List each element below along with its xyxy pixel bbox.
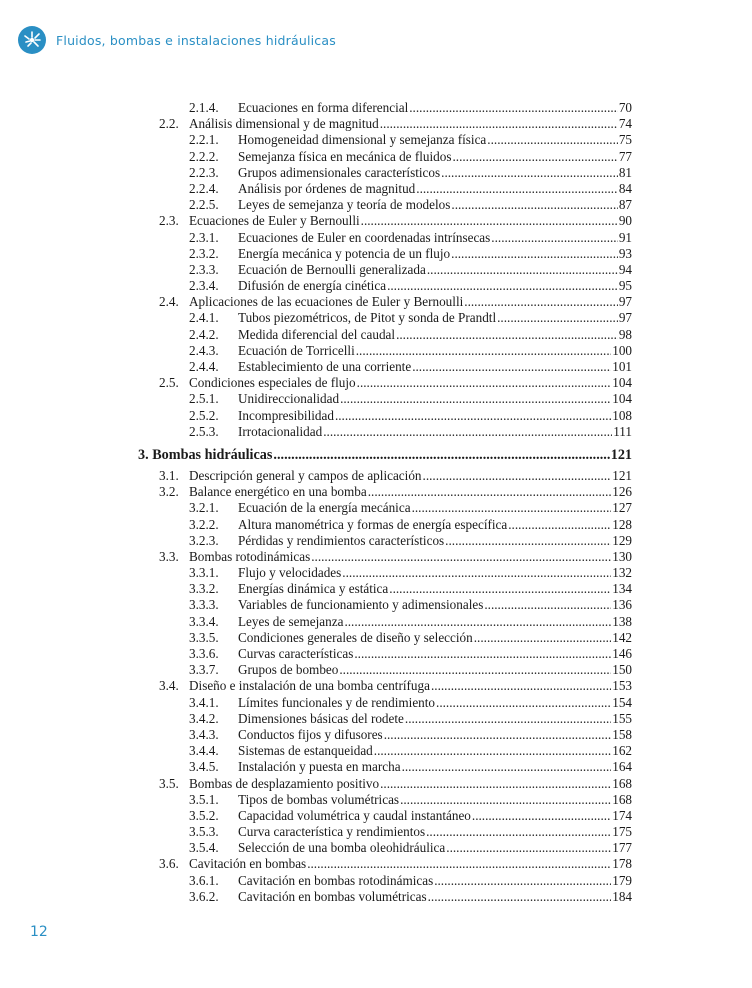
toc-entry-title: Descripción general y campos de aplicación [189, 467, 422, 483]
toc-entry-page: 130 [612, 548, 632, 564]
toc-entry-number: 3.3.5. [189, 629, 219, 645]
toc-entry-number: 2.2.3. [189, 164, 219, 180]
dot-leader [428, 889, 612, 905]
dot-leader [464, 294, 618, 310]
toc-entry-page: 100 [612, 342, 632, 358]
toc-entry-number: 3.3. [159, 548, 179, 564]
dot-leader [387, 278, 618, 294]
toc-entry [138, 444, 632, 466]
toc-subsection-entry [138, 727, 632, 743]
toc-entry-title: Homogeneidad dimensional y semejanza física [238, 132, 487, 148]
dot-leader [446, 840, 611, 856]
toc-subsection-entry [138, 630, 632, 646]
toc-subsection-entry [138, 646, 632, 662]
toc-entry-page: 136 [612, 597, 632, 613]
toc-entry-number: 2.3.4. [189, 278, 219, 294]
toc-entry [238, 278, 632, 294]
toc-entry-number: 3.3.6. [189, 646, 219, 661]
toc-entry-title: Conductos fijos y difusores [238, 726, 383, 742]
toc-entry-number: 2.5. [159, 375, 179, 391]
dot-leader [342, 565, 611, 581]
toc-entry-number: 3.3.3. [189, 597, 219, 613]
toc-entry-page: 70 [618, 100, 632, 115]
toc-entry [238, 246, 632, 262]
toc-entry-number: 2.1.4. [189, 100, 219, 115]
toc-section-entry [138, 116, 632, 132]
toc-entry-page: 87 [618, 197, 632, 213]
toc-entry-title: Dimensiones básicas del rodete [238, 710, 404, 726]
toc-entry-page: 91 [618, 229, 632, 245]
toc-subsection-entry [138, 343, 632, 359]
toc-entry-title: Cavitación en bombas [189, 856, 307, 872]
toc-subsection-entry [138, 889, 632, 905]
toc-entry-page: 162 [612, 743, 632, 759]
toc-subsection-entry [138, 310, 632, 326]
toc-entry [189, 213, 632, 229]
toc-entry [238, 840, 632, 856]
toc-entry-title: Aplicaciones de las ecuaciones de Euler y Bernoulli [189, 294, 464, 310]
toc-entry-number: 2.5.3. [189, 423, 219, 439]
toc-entry-number: 3.4.4. [189, 743, 219, 759]
toc-subsection-entry [138, 743, 632, 759]
toc-subsection-entry [138, 759, 632, 775]
toc-entry-number: 2.5.2. [189, 407, 219, 423]
publisher-logo-icon [18, 26, 46, 54]
toc-entry-title: Cavitación en bombas rotodinámicas [238, 872, 434, 888]
toc-entry-number: 3.3.1. [189, 565, 219, 581]
toc-entry-title: Selección de una bomba oleohidráulica [238, 840, 446, 856]
toc-subsection-entry [138, 695, 632, 711]
dot-leader [497, 310, 618, 326]
toc-entry [238, 565, 632, 581]
book-title: Fluidos, bombas e instalaciones hidráulicas [56, 32, 336, 48]
toc-subsection-entry [138, 408, 632, 424]
toc-subsection-entry [138, 197, 632, 213]
dot-leader [452, 149, 617, 165]
dot-leader [416, 181, 618, 197]
dot-leader [356, 343, 611, 359]
toc-entry-page: 95 [618, 278, 632, 294]
dot-leader [472, 808, 611, 824]
toc-entry-title: Curva característica y rendimientos [238, 824, 426, 840]
toc-subsection-entry [138, 246, 632, 262]
dot-leader [273, 444, 609, 466]
toc-entry-number: 3.2.2. [189, 516, 219, 532]
toc-entry-number: 3.2.1. [189, 500, 219, 516]
toc-entry-number: 3.5.4. [189, 840, 219, 856]
toc-entry-title: Energías dinámica y estática [238, 581, 389, 597]
toc-entry-title: Grupos adimensionales característicos [238, 164, 441, 180]
table-of-contents [138, 100, 632, 905]
dot-leader [339, 662, 611, 678]
dot-leader [431, 678, 611, 694]
toc-entry-title: Semejanza física en mecánica de fluidos [238, 148, 452, 164]
toc-subsection-entry [138, 165, 632, 181]
dot-leader [307, 856, 611, 872]
toc-entry-title: Variables de funcionamiento y adimensionales [238, 597, 484, 613]
dot-leader [508, 517, 611, 533]
toc-entry-page: 81 [618, 164, 632, 180]
toc-entry-number: 3.6. [159, 856, 179, 872]
dot-leader [445, 533, 611, 549]
toc-entry-number: 3.4. [159, 678, 179, 694]
toc-entry [238, 359, 632, 375]
toc-entry-page: 164 [612, 759, 632, 775]
toc-entry-page: 75 [618, 132, 632, 148]
dot-leader [451, 197, 617, 213]
toc-entry-number: 2.4. [159, 294, 179, 310]
toc-entry-page: 74 [618, 116, 632, 132]
toc-entry-page: 142 [612, 629, 632, 645]
toc-subsection-entry [138, 581, 632, 597]
toc-entry-page: 127 [612, 500, 632, 516]
toc-entry-title: Límites funcionales y de rendimiento [238, 694, 436, 710]
toc-entry-page: 121 [612, 467, 632, 483]
toc-entry-number: 2.2.1. [189, 132, 219, 148]
toc-entry-number: 3.4.3. [189, 726, 219, 742]
toc-subsection-entry [138, 792, 632, 808]
dot-leader [384, 727, 612, 743]
dot-leader [409, 100, 618, 116]
toc-section-entry [138, 294, 632, 310]
toc-entry [189, 294, 632, 310]
toc-entry-page: 84 [618, 180, 632, 196]
toc-entry-title: Ecuaciones de Euler y Bernoulli [189, 213, 360, 229]
toc-subsection-entry [138, 278, 632, 294]
toc-entry-page: 111 [613, 423, 632, 439]
toc-subsection-entry [138, 100, 632, 116]
toc-entry-page: 121 [610, 446, 632, 463]
toc-entry-number: 3.5.2. [189, 807, 219, 823]
toc-entry [189, 856, 632, 872]
toc-entry-number: 2.4.3. [189, 342, 219, 358]
toc-entry-number: 3.6.2. [189, 888, 219, 904]
toc-section-entry [138, 549, 632, 565]
toc-subsection-entry [138, 517, 632, 533]
toc-subsection-entry [138, 262, 632, 278]
toc-section-entry [138, 484, 632, 500]
dot-leader [335, 408, 611, 424]
toc-entry [238, 727, 632, 743]
dot-leader [396, 327, 618, 343]
toc-entry [189, 468, 632, 484]
dot-leader [323, 424, 612, 440]
toc-entry-page: 129 [612, 532, 632, 548]
toc-entry-page: 97 [618, 294, 632, 310]
toc-entry-page: 158 [612, 726, 632, 742]
toc-subsection-entry [138, 424, 632, 440]
toc-entry-number: 3.3.7. [189, 662, 219, 678]
toc-subsection-entry [138, 500, 632, 516]
toc-entry-title: Irrotacionalidad [238, 423, 323, 439]
toc-entry-number: 2.2.5. [189, 197, 219, 213]
toc-entry-number: 3.5.1. [189, 791, 219, 807]
toc-entry-title: Análisis dimensional y de magnitud [189, 116, 379, 132]
toc-entry [238, 165, 632, 181]
dot-leader [357, 375, 612, 391]
toc-entry-page: 97 [618, 310, 632, 326]
toc-entry-title: Bombas de desplazamiento positivo [189, 775, 380, 791]
toc-entry [238, 581, 632, 597]
toc-entry [238, 695, 632, 711]
dot-leader [311, 549, 611, 565]
dot-leader [426, 824, 611, 840]
toc-subsection-entry [138, 149, 632, 165]
toc-entry-title: Ecuaciones en forma diferencial [238, 100, 409, 115]
toc-entry [238, 100, 632, 116]
toc-entry-page: 138 [612, 613, 632, 629]
toc-entry-page: 126 [612, 484, 632, 500]
toc-entry-title: Condiciones especiales de flujo [189, 375, 356, 391]
dot-leader [474, 630, 611, 646]
toc-entry [189, 116, 632, 132]
toc-entry-page: 146 [612, 646, 632, 661]
toc-entry-number: 3.2. [159, 484, 179, 500]
toc-entry-page: 132 [612, 565, 632, 581]
toc-entry [238, 630, 632, 646]
dot-leader [400, 792, 611, 808]
toc-entry [238, 391, 632, 407]
dot-leader [402, 759, 612, 775]
toc-entry-page: 150 [612, 662, 632, 678]
toc-entry-title: Altura manométrica y formas de energía específica [238, 516, 508, 532]
toc-entry-title: Grupos de bombeo [238, 662, 339, 678]
toc-section-entry [138, 468, 632, 484]
toc-entry-title: Pérdidas y rendimientos característicos [238, 532, 445, 548]
toc-subsection-entry [138, 230, 632, 246]
toc-entry-page: 175 [612, 824, 632, 840]
toc-entry [238, 792, 632, 808]
toc-entry-title: Incompresibilidad [238, 407, 334, 423]
dot-leader [344, 614, 611, 630]
toc-entry-number: 2.3.1. [189, 229, 219, 245]
toc-entry-number: 2.4.4. [189, 359, 219, 374]
toc-entry [189, 375, 632, 391]
toc-entry-number: 2.4.2. [189, 326, 219, 342]
dot-leader [368, 484, 612, 500]
dot-leader [423, 468, 612, 484]
toc-entry-number: 3.3.4. [189, 613, 219, 629]
toc-entry-title: Medida diferencial del caudal [238, 326, 396, 342]
toc-entry [238, 500, 632, 516]
toc-entry-number: 2.4.1. [189, 310, 219, 326]
toc-entry-page: 168 [612, 791, 632, 807]
dot-leader [412, 359, 611, 375]
toc-entry [238, 327, 632, 343]
toc-entry [238, 662, 632, 678]
dot-leader [380, 776, 611, 792]
dot-leader [340, 391, 611, 407]
toc-entry-page: 154 [612, 694, 632, 710]
toc-entry-page: 168 [612, 775, 632, 791]
toc-entry [238, 197, 632, 213]
toc-section-entry [138, 776, 632, 792]
toc-entry [189, 678, 632, 694]
dot-leader [491, 230, 618, 246]
toc-entry-page: 174 [612, 807, 632, 823]
toc-section-entry [138, 213, 632, 229]
toc-entry [189, 484, 632, 500]
toc-entry-page: 177 [612, 840, 632, 856]
toc-entry-title: Análisis por órdenes de magnitud [238, 180, 416, 196]
toc-entry-title: Condiciones generales de diseño y selección [238, 629, 473, 645]
toc-subsection-entry [138, 597, 632, 613]
toc-subsection-entry [138, 614, 632, 630]
toc-entry-title: Capacidad volumétrica y caudal instantáneo [238, 807, 471, 823]
toc-entry [238, 343, 632, 359]
toc-entry [238, 230, 632, 246]
toc-entry-title: Flujo y velocidades [238, 565, 342, 581]
toc-entry-title: Bombas rotodinámicas [189, 548, 311, 564]
toc-entry-title: Ecuación de Bernoulli generalizada [238, 261, 426, 277]
toc-entry-title: Ecuación de la energía mecánica [238, 500, 411, 516]
toc-subsection-entry [138, 840, 632, 856]
toc-entry [238, 181, 632, 197]
toc-entry-number: 3.5. [159, 775, 179, 791]
toc-entry-number: 2.3. [159, 213, 179, 229]
dot-leader [389, 581, 611, 597]
toc-entry-number: 2.2.4. [189, 180, 219, 196]
dot-leader [427, 262, 618, 278]
dot-leader [451, 246, 618, 262]
toc-entry-title: Leyes de semejanza [238, 613, 344, 629]
toc-entry [238, 759, 632, 775]
toc-entry-page: 104 [612, 391, 632, 407]
toc-entry-page: 179 [612, 872, 632, 888]
dot-leader [361, 213, 618, 229]
toc-entry [238, 808, 632, 824]
toc-subsection-entry [138, 662, 632, 678]
dot-leader [380, 116, 618, 132]
toc-entry-page: 90 [618, 213, 632, 229]
toc-entry-title: Sistemas de estanqueidad [238, 743, 373, 759]
toc-entry-title: Establecimiento de una corriente [238, 359, 412, 374]
dot-leader [354, 646, 611, 662]
dot-leader [484, 597, 611, 613]
toc-subsection-entry [138, 181, 632, 197]
toc-entry [238, 597, 632, 613]
toc-subsection-entry [138, 565, 632, 581]
dot-leader [487, 132, 618, 148]
dot-leader [374, 743, 611, 759]
toc-subsection-entry [138, 533, 632, 549]
toc-entry-number: 3.2.3. [189, 532, 219, 548]
toc-entry [238, 424, 632, 440]
toc-subsection-entry [138, 391, 632, 407]
toc-entry [189, 549, 632, 565]
toc-entry [189, 776, 632, 792]
toc-section-entry [138, 678, 632, 694]
toc-entry-number: 2.2. [159, 116, 179, 132]
toc-entry-title: Tubos piezométricos, de Pitot y sonda de Prandtl [238, 310, 497, 326]
toc-entry [238, 646, 632, 662]
toc-entry-number: 3.6.1. [189, 872, 219, 888]
toc-entry-number: 3.5.3. [189, 824, 219, 840]
toc-subsection-entry [138, 132, 632, 148]
toc-entry-number: 3.4.2. [189, 710, 219, 726]
toc-subsection-entry [138, 824, 632, 840]
toc-entry-number: 3.3.2. [189, 581, 219, 597]
toc-entry-title: Unidireccionalidad [238, 391, 340, 407]
toc-section-entry [138, 856, 632, 872]
toc-entry-page: 98 [618, 326, 632, 342]
toc-entry [238, 889, 632, 905]
toc-entry-title: Difusión de energía cinética [238, 278, 387, 294]
toc-entry-number: 2.2.2. [189, 148, 219, 164]
toc-entry-number: 3.4.5. [189, 759, 219, 775]
toc-entry-number: 2.3.3. [189, 261, 219, 277]
toc-subsection-entry [138, 359, 632, 375]
dot-leader [412, 500, 612, 516]
toc-entry [238, 408, 632, 424]
toc-entry-page: 178 [612, 856, 632, 872]
toc-entry-page: 101 [612, 359, 632, 374]
toc-entry-title: Tipos de bombas volumétricas [238, 791, 400, 807]
toc-entry-number: 3.4.1. [189, 694, 219, 710]
dot-leader [434, 873, 611, 889]
toc-entry [238, 614, 632, 630]
toc-entry-page: 93 [618, 245, 632, 261]
toc-entry-page: 184 [612, 888, 632, 904]
toc-entry-title: Cavitación en bombas volumétricas [238, 888, 427, 904]
toc-entry-title: 3. Bombas hidráulicas [138, 446, 273, 463]
toc-entry [238, 711, 632, 727]
running-header [18, 26, 336, 54]
page-number: 12 [30, 924, 48, 940]
toc-entry [238, 824, 632, 840]
toc-subsection-entry [138, 711, 632, 727]
toc-entry [238, 132, 632, 148]
toc-entry-number: 2.5.1. [189, 391, 219, 407]
toc-entry-title: Ecuaciones de Euler en coordenadas intrínsecas [238, 229, 491, 245]
toc-entry-page: 104 [612, 375, 632, 391]
toc-entry [238, 262, 632, 278]
toc-entry-page: 77 [618, 148, 632, 164]
toc-subsection-entry [138, 808, 632, 824]
toc-entry-page: 155 [612, 710, 632, 726]
toc-section-entry [138, 375, 632, 391]
toc-entry [238, 533, 632, 549]
toc-entry [238, 517, 632, 533]
toc-entry-title: Leyes de semejanza y teoría de modelos [238, 197, 451, 213]
toc-entry [238, 310, 632, 326]
toc-entry-number: 2.3.2. [189, 245, 219, 261]
toc-entry-page: 94 [618, 261, 632, 277]
toc-entry-title: Diseño e instalación de una bomba centrífuga [189, 678, 430, 694]
toc-entry-page: 153 [612, 678, 632, 694]
toc-entry-page: 108 [612, 407, 632, 423]
toc-entry [238, 743, 632, 759]
toc-entry-title: Instalación y puesta en marcha [238, 759, 401, 775]
toc-subsection-entry [138, 327, 632, 343]
toc-subsection-entry [138, 873, 632, 889]
toc-entry-number: 3.1. [159, 467, 179, 483]
toc-entry-title: Energía mecánica y potencia de un flujo [238, 245, 451, 261]
dot-leader [441, 165, 618, 181]
dot-leader [436, 695, 611, 711]
toc-entry [238, 873, 632, 889]
toc-entry [238, 149, 632, 165]
toc-entry-title: Balance energético en una bomba [189, 484, 367, 500]
toc-entry-page: 128 [612, 516, 632, 532]
toc-chapter-entry [138, 444, 632, 466]
toc-entry-page: 134 [612, 581, 632, 597]
toc-entry-title: Curvas características [238, 646, 354, 661]
toc-entry-title: Ecuación de Torricelli [238, 342, 355, 358]
dot-leader [405, 711, 611, 727]
